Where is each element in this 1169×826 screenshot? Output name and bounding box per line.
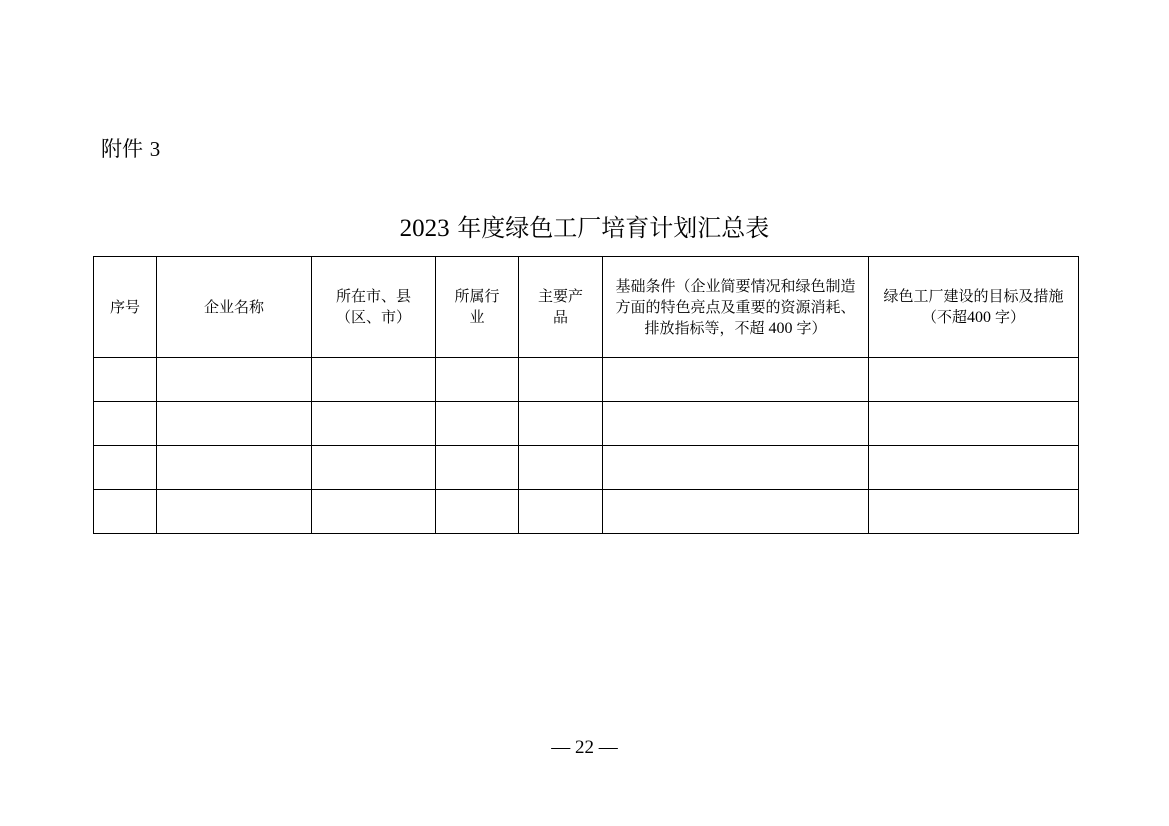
table-cell[interactable] bbox=[869, 358, 1079, 402]
header-goals-number: 400 bbox=[967, 309, 991, 326]
page-title bbox=[0, 211, 1169, 246]
header-goals-text: 绿色工厂建设的目标及措施（不超 bbox=[883, 287, 1064, 326]
header-industry: 所属行业 bbox=[436, 257, 519, 358]
table-cell[interactable] bbox=[436, 490, 519, 534]
page-number: — 22 — bbox=[551, 737, 618, 758]
header-basic-conditions-number: 400 bbox=[768, 319, 793, 337]
table-cell[interactable] bbox=[436, 358, 519, 402]
table-cell[interactable] bbox=[312, 402, 436, 446]
header-goals-measures bbox=[869, 257, 1079, 358]
table-cell[interactable] bbox=[157, 446, 312, 490]
table-cell[interactable] bbox=[869, 446, 1079, 490]
table-cell[interactable] bbox=[436, 402, 519, 446]
header-basic-conditions-text: 基础条件（企业简要情况和绿色制造方面的特色亮点及重要的资源消耗、排放指标等，不超 bbox=[615, 276, 856, 337]
table-cell[interactable] bbox=[603, 490, 869, 534]
table-cell[interactable] bbox=[312, 446, 436, 490]
table-cell[interactable] bbox=[603, 358, 869, 402]
title-text: 年度绿色工厂培育计划汇总表 bbox=[457, 214, 770, 242]
table-cell[interactable] bbox=[519, 446, 603, 490]
table-row bbox=[94, 490, 1079, 534]
attachment-number: 3 bbox=[149, 137, 161, 161]
table-cell[interactable] bbox=[157, 490, 312, 534]
table-cell[interactable] bbox=[94, 358, 157, 402]
table-cell[interactable] bbox=[94, 490, 157, 534]
table-cell[interactable] bbox=[312, 358, 436, 402]
table-cell[interactable] bbox=[94, 446, 157, 490]
header-basic-conditions-suffix: 字） bbox=[796, 318, 827, 337]
attachment-label bbox=[101, 134, 160, 164]
table-cell[interactable] bbox=[157, 402, 312, 446]
table-row bbox=[94, 358, 1079, 402]
table-cell[interactable] bbox=[519, 402, 603, 446]
summary-table bbox=[93, 256, 1079, 534]
table-cell[interactable] bbox=[157, 358, 312, 402]
title-year: 2023 bbox=[399, 215, 450, 242]
header-goals-suffix: 字） bbox=[995, 308, 1026, 326]
table-cell[interactable] bbox=[603, 446, 869, 490]
table-row bbox=[94, 402, 1079, 446]
table-header-row bbox=[94, 257, 1079, 358]
header-location: 所在市、县（区、市） bbox=[312, 257, 436, 358]
table-cell[interactable] bbox=[312, 490, 436, 534]
table-row bbox=[94, 446, 1079, 490]
table-cell[interactable] bbox=[519, 490, 603, 534]
table-cell[interactable] bbox=[94, 402, 157, 446]
header-company-name: 企业名称 bbox=[157, 257, 312, 358]
table-cell[interactable] bbox=[519, 358, 603, 402]
header-main-products: 主要产品 bbox=[519, 257, 603, 358]
header-basic-conditions bbox=[603, 257, 869, 358]
table-cell[interactable] bbox=[869, 402, 1079, 446]
table-cell[interactable] bbox=[436, 446, 519, 490]
table-cell[interactable] bbox=[603, 402, 869, 446]
attachment-text: 附件 bbox=[101, 137, 143, 161]
header-serial: 序号 bbox=[94, 257, 157, 358]
table-cell[interactable] bbox=[869, 490, 1079, 534]
